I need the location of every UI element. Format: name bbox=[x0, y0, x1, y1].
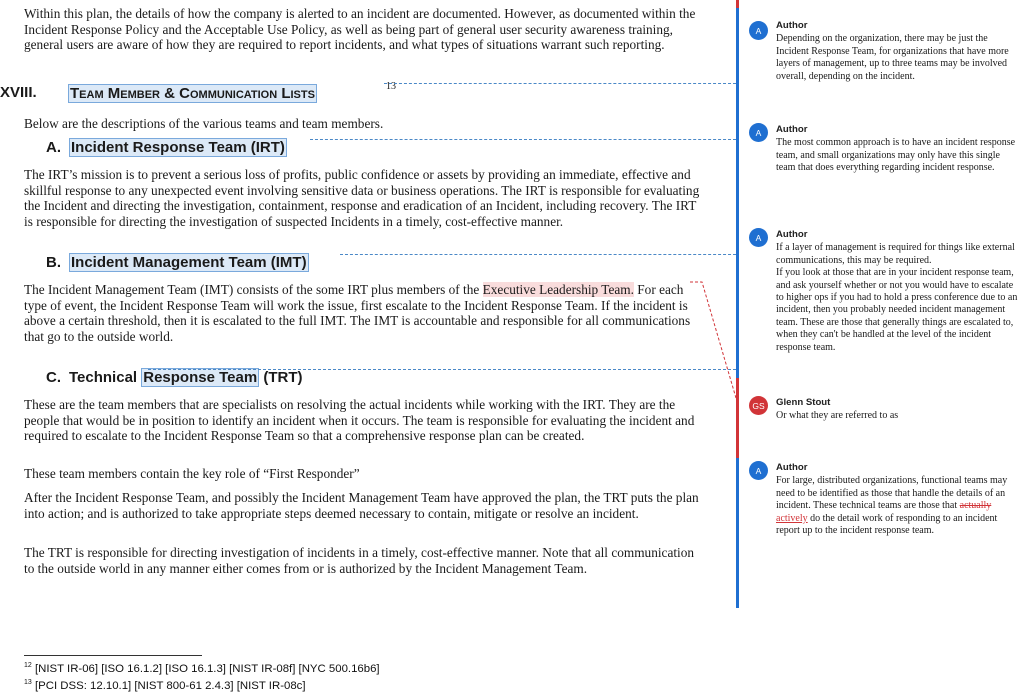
footnote-text: [PCI DSS: 12.10.1] [NIST 800-61 2.4.3] [NIST IR-08c] bbox=[31, 679, 306, 692]
comment-text-part: For large, distributed organizations, functional teams may need to be identified as those that handle the details of an incident. These technical teams are those that bbox=[776, 475, 1008, 512]
imt-text: For each type of event, the Incident Response Team will work the issue, first escalate to the Incident Response Team. If the incident is above a certain threshold, then it is escalated to the full IMT. The IMT is accountable and responsible for all communications that go to the outside world. bbox=[24, 282, 691, 344]
trt-paragraph-4: The TRT is responsible for directing investigation of incidents in a timely, cost-effective manner. Note that all communication to the outside world in any manner either comes from or is authorized by the Incident Management Team. bbox=[24, 545, 695, 576]
footnote-ref[interactable]: 13 bbox=[386, 81, 396, 92]
trt-paragraph-2: These team members contain the key role of “First Responder” bbox=[24, 466, 360, 481]
irt-paragraph: The IRT’s mission is to prevent a serious loss of profits, public confidence or assets by providing an immediate, effective and skillful response to any unexpected event involving sensitive data or business operations. The IRT is responsible for evaluating the Incident and directing the investigation, containment, response and eradication of an Incident, including recovery. The IRT is responsible for directing the investigation of suspected Incidents in a timely, cost-effective manner. bbox=[24, 167, 700, 229]
section-heading bbox=[0, 81, 704, 105]
comment-text bbox=[776, 475, 1021, 537]
subheading-text: Technical bbox=[69, 369, 142, 386]
comment-2[interactable] bbox=[776, 124, 1021, 175]
comment-4[interactable] bbox=[776, 397, 1021, 423]
avatar-initials: GS bbox=[752, 400, 765, 411]
deleted-text: actually bbox=[959, 500, 992, 512]
section-title[interactable]: Team Member & Communication Lists bbox=[70, 85, 315, 102]
comment-gutter bbox=[736, 0, 739, 698]
subheading-letter: C. bbox=[46, 369, 61, 386]
subheading-trt-highlight[interactable]: Response Team bbox=[143, 369, 258, 386]
comment-author: Author bbox=[776, 462, 808, 473]
gutter-segment bbox=[736, 458, 739, 608]
subheading-letter: A. bbox=[46, 139, 61, 156]
comment-author: Author bbox=[776, 124, 808, 135]
comment-1[interactable] bbox=[776, 20, 1021, 83]
inserted-text: actively bbox=[776, 512, 808, 524]
comment-text: The most common approach is to have an incident response team, and small organizations may only have this single team that does everything regarding incident response. bbox=[776, 137, 1016, 174]
gutter-segment bbox=[736, 8, 739, 378]
gutter-segment bbox=[736, 0, 739, 8]
avatar-initials: A bbox=[755, 25, 762, 36]
comment-text: Depending on the organization, there may be just the Incident Response Team, for organizations that have more layers of management, up to three teams may be involved overall, depending on the incident. bbox=[776, 33, 1009, 82]
subheading-imt bbox=[46, 254, 309, 272]
imt-text: The Incident Management Team (IMT) consists of the some IRT plus members of the bbox=[24, 282, 483, 297]
avatar[interactable] bbox=[749, 396, 768, 415]
subheading-irt bbox=[46, 139, 287, 157]
subheading-imt-title[interactable]: Incident Management Team (IMT) bbox=[71, 254, 307, 271]
comment-author: Glenn Stout bbox=[776, 397, 831, 408]
comment-5[interactable] bbox=[776, 462, 1021, 537]
avatar-initials: A bbox=[755, 465, 762, 476]
footnote-separator bbox=[24, 655, 202, 656]
intro-paragraph: Within this plan, the details of how the company is alerted to an incident are documented. However, as documented within the Incident Response Policy and the Acceptable Use Policy, as well as being part of general user security awareness training, general users are aware of how they are required to report incidents, and what types of situations warrant such reporting. bbox=[24, 6, 696, 53]
avatar[interactable] bbox=[749, 123, 768, 142]
footnote-text: [NIST IR-06] [ISO 16.1.2] [ISO 16.1.3] [NIST IR-08f] [NYC 500.16b6] bbox=[31, 662, 380, 675]
section-description: Below are the descriptions of the various teams and team members. bbox=[24, 116, 384, 131]
gutter-segment bbox=[736, 378, 739, 458]
subheading-text: (TRT) bbox=[259, 369, 303, 386]
avatar[interactable] bbox=[749, 21, 768, 40]
comment-text: Or what they are referred to as bbox=[776, 410, 899, 422]
footnote-number: 12 bbox=[24, 662, 32, 669]
comment-text: If a layer of management is required for things like external communications, this may be required. bbox=[776, 242, 1015, 266]
footnote-12 bbox=[24, 662, 380, 675]
commented-text[interactable]: Executive Leadership Team. bbox=[482, 282, 634, 297]
comment-3[interactable] bbox=[776, 229, 1021, 354]
footnote-number: 13 bbox=[24, 679, 32, 686]
trt-paragraph-1: These are the team members that are specialists on resolving the actual incidents while working with the IRT. They are the people that would be in position to identify an incident when it occurs. The team is responsible for evaluating the incident and required to escalate to the Incident Response Team so that a comprehensive response plan can be created. bbox=[24, 397, 695, 444]
comment-text-part: do the detail work of responding to an incident report up to the incident response team. bbox=[776, 512, 998, 537]
comment-author: Author bbox=[776, 229, 808, 240]
comment-connector bbox=[384, 83, 736, 84]
comment-connector-red bbox=[600, 280, 740, 420]
comment-author: Author bbox=[776, 20, 808, 31]
avatar[interactable] bbox=[749, 461, 768, 480]
subheading-trt bbox=[46, 369, 303, 387]
avatar-initials: A bbox=[755, 232, 762, 243]
trt-paragraph-3: After the Incident Response Team, and possibly the Incident Management Team have approved the plan, the TRT puts the plan into action; and is authorized to take appropriate steps deemed necessary to contain, mitigate or resolve an incident. bbox=[24, 490, 699, 521]
comment-connector bbox=[310, 139, 736, 140]
avatar-initials: A bbox=[755, 127, 762, 138]
footnote-13 bbox=[24, 679, 306, 692]
subheading-letter: B. bbox=[46, 254, 61, 271]
avatar[interactable] bbox=[749, 228, 768, 247]
subheading-irt-title[interactable]: Incident Response Team (IRT) bbox=[71, 139, 285, 156]
section-number: XVIII. bbox=[0, 84, 37, 101]
comment-text: If you look at those that are in your incident response team, and ask yourself whether or not you would have to escalate to higher ops if you had to hold a press conference due to an incident, then you probably needed incident management team. These are those that generally things are escalated to, when they can't be handled at the level of the incident response team. bbox=[776, 267, 1018, 353]
comment-connector bbox=[340, 254, 736, 255]
